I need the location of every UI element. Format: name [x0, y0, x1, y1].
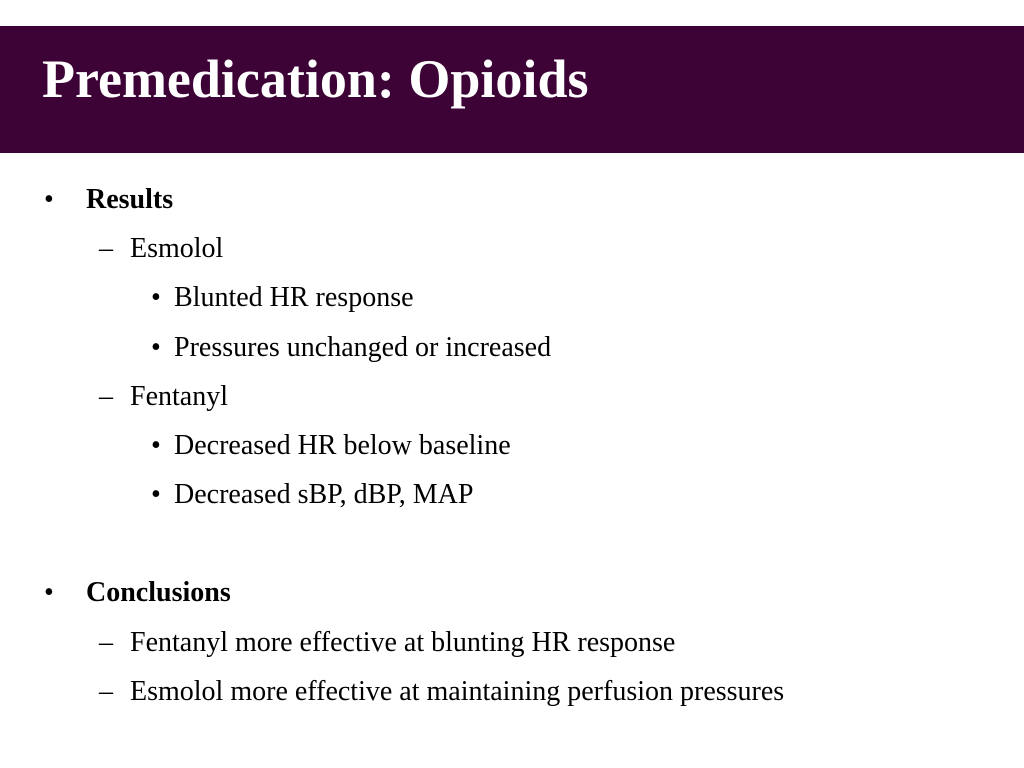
conclusions-heading: Conclusions: [86, 577, 231, 608]
dash-icon: –: [99, 233, 113, 264]
dash-icon: –: [99, 627, 113, 658]
bullet-icon: •: [151, 332, 161, 363]
bullet-icon: •: [151, 430, 161, 461]
results-group-esmolol: Esmolol: [130, 233, 224, 264]
list-item: Esmolol more effective at maintaining perfusion pressures: [130, 676, 785, 707]
bullet-icon: •: [151, 479, 161, 510]
bullet-icon: •: [151, 282, 161, 313]
dash-icon: –: [99, 381, 113, 412]
dash-icon: –: [99, 676, 113, 707]
results-group-fentanyl: Fentanyl: [130, 381, 228, 412]
bullet-icon: •: [44, 184, 54, 215]
list-item: Fentanyl more effective at blunting HR response: [130, 627, 676, 658]
list-item: Blunted HR response: [174, 282, 414, 313]
list-item: Decreased HR below baseline: [174, 430, 511, 461]
list-item: Decreased sBP, dBP, MAP: [174, 479, 474, 510]
bullet-icon: •: [44, 577, 54, 608]
results-heading: Results: [86, 184, 174, 215]
list-item: Pressures unchanged or increased: [174, 332, 552, 363]
slide-title: Premedication: Opioids: [42, 49, 589, 109]
